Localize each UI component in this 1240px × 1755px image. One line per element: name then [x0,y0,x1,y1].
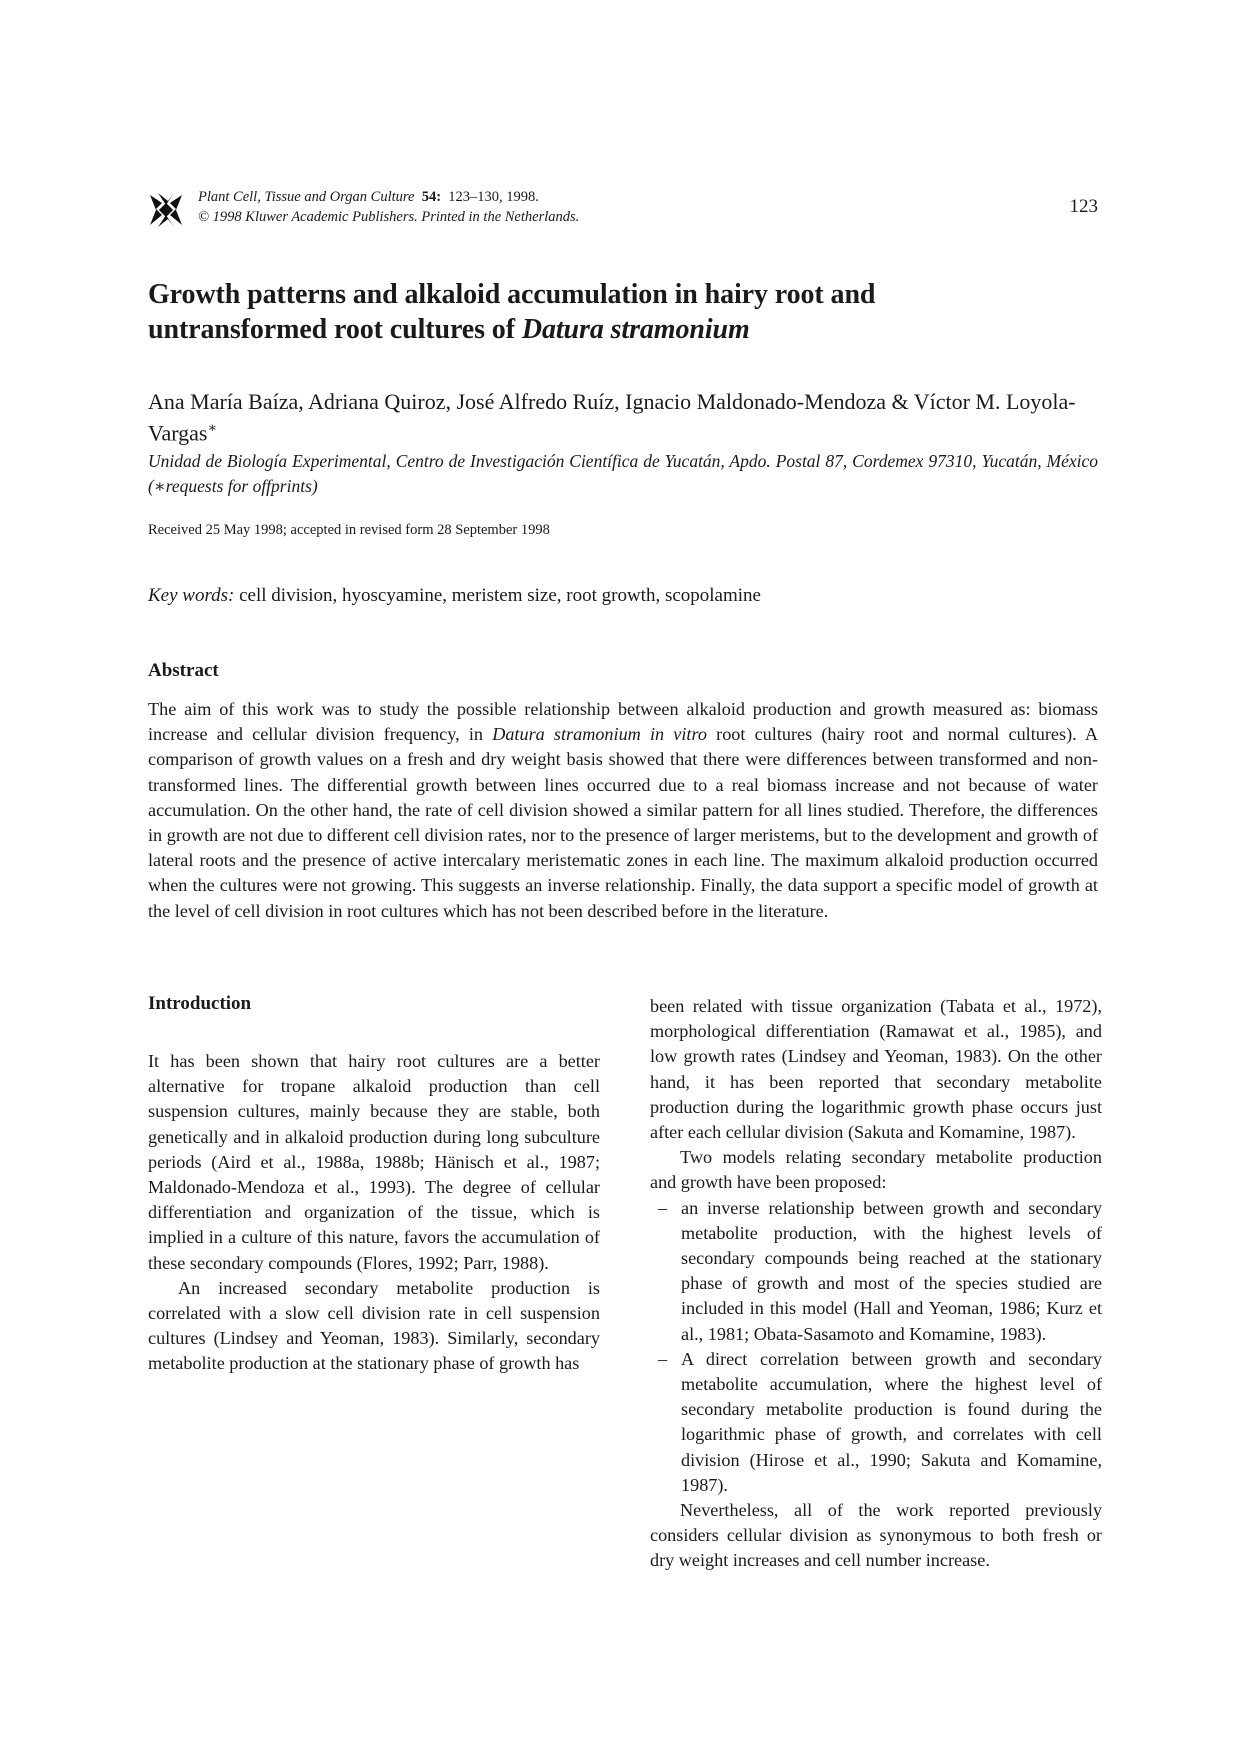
title-line-2: untransformed root cultures of [148,314,522,345]
page-number: 123 [1069,196,1098,217]
intro-paragraph-1: It has been shown that hairy root cultures are a better alternative for tropane alkaloid production than cell suspension cultures, mainly because they are stable, both genetically and in alkaloid production during long subculture periods (Aird et al., 1988a, 1988b; Hänisch et al., 1987; Maldonado-Mendoza et al., 1993). The degree of cellular differentiation and organization of the tissue, which is implied in a culture of this nature, favors the accumulation of these secondary compounds (Flores, 1992; Parr, 1988). [148,1051,600,1273]
abstract-italic: Datura stramonium in vitro [492,724,707,745]
keywords-text: cell division, hyoscyamine, meristem size, root growth, scopolamine [234,585,761,606]
author-names: Ana María Baíza, Adriana Quiroz, José Alfredo Ruíz, Ignacio Maldonado-Mendoza & Víctor M. Loyola-Vargas [148,389,1076,446]
journal-pages: 123–130, 1998. [448,189,539,205]
journal-volume: 54: [421,189,442,205]
list-item-2 [650,1347,1102,1498]
received-dates: Received 25 May 1998; accepted in revised form 28 September 1998 [148,522,550,538]
intro-paragraph-3: Two models relating secondary metabolite production and growth have been proposed: [650,1147,1102,1193]
list-dash: – [658,1348,668,1369]
intro-paragraph-2: An increased secondary metabolite production is correlated with a slow cell division rate in cell suspension cultures (Lindsey and Yeoman, 1983). Similarly, secondary metabolite production at the stationary phase of growth has [148,1277,600,1374]
journal-citation [198,187,579,227]
intro-paragraph-4: Nevertheless, all of the work reported previously considers cellular division as synonymous to both fresh or dry weight increases and cell number increase. [650,1500,1102,1571]
affiliation: Unidad de Biología Experimental, Centro de Investigación Científica de Yucatán, Apdo. Postal 87, Cordemex 97310, Yucatán, México (∗requests for offprints) [148,451,1098,496]
author-mark: ∗ [207,421,217,436]
abstract-part-1: The aim of this work was to study the possible relationship between alkaloid production and growth measured as: biomass increase and cellular division frequency, in [148,699,1098,745]
right-column-flow: been related with tissue organization (Tabata et al., 1972), morphological differentiation (Ramawat et al., 1985), and low growth rates (Lindsey and Yeoman, 1983). On the other hand, it has been reported that secondary metabolite production during the logarithmic growth phase occurs just after each cellular division (Sakuta and Komamine, 1987). [650,996,1102,1143]
publisher-logo-icon [148,191,184,229]
list-item-1-text: an inverse relationship between growth and secondary metabolite production, with the highest levels of secondary compounds being reached at the stationary phase of growth and most of the species studied are included in this model (Hall and Yeoman, 1986; Kurz et al., 1981; Obata-Sasamoto and Komamine, 1983). [681,1197,1102,1344]
journal-name: Plant Cell, Tissue and Organ Culture [198,189,415,205]
title-line-1: Growth patterns and alkaloid accumulation in hairy root and [148,279,876,310]
keywords-label: Key words: [148,585,235,606]
paper-title [148,277,1098,347]
copyright-line: © 1998 Kluwer Academic Publishers. Printed in the Netherlands. [198,209,580,225]
abstract-heading: Abstract [148,660,219,681]
list-dash: – [658,1197,668,1218]
title-species: Datura stramonium [521,314,750,345]
intro-left-column [148,1049,600,1377]
list-item-2-text: A direct correlation between growth and secondary metabolite accumulation, where the highest level of secondary metabolite production is found during the logarithmic phase of growth, and correlates with cell division (Hirose et al., 1990; Sakuta and Komamine, 1987). [681,1348,1102,1495]
introduction-heading: Introduction [148,993,252,1014]
list-item-1 [650,1196,1102,1347]
author-list [148,388,1098,446]
abstract-part-2: root cultures (hairy root and normal cultures). A comparison of growth values on a fresh and dry weight basis showed that there were differences between transformed and non-transformed lines. The differential growth between lines occurred due to a real biomass increase and not because of water accumulation. On the other hand, the rate of cell division showed a similar pattern for all lines studied. Therefore, the differences in growth are not due to different cell division rates, nor to the presence of larger meristems, but to the development and growth of lateral roots and the presence of active intercalary meristematic zones in each line. The maximum alkaloid production occurred when the cultures were not growing. This suggests an inverse relationship. Finally, the data support a specific model of growth at the level of cell division in root cultures which has not been described before in the literature. [148,724,1098,921]
abstract-text [148,697,1098,924]
intro-right-column [650,994,1102,1574]
keywords [148,585,1098,607]
